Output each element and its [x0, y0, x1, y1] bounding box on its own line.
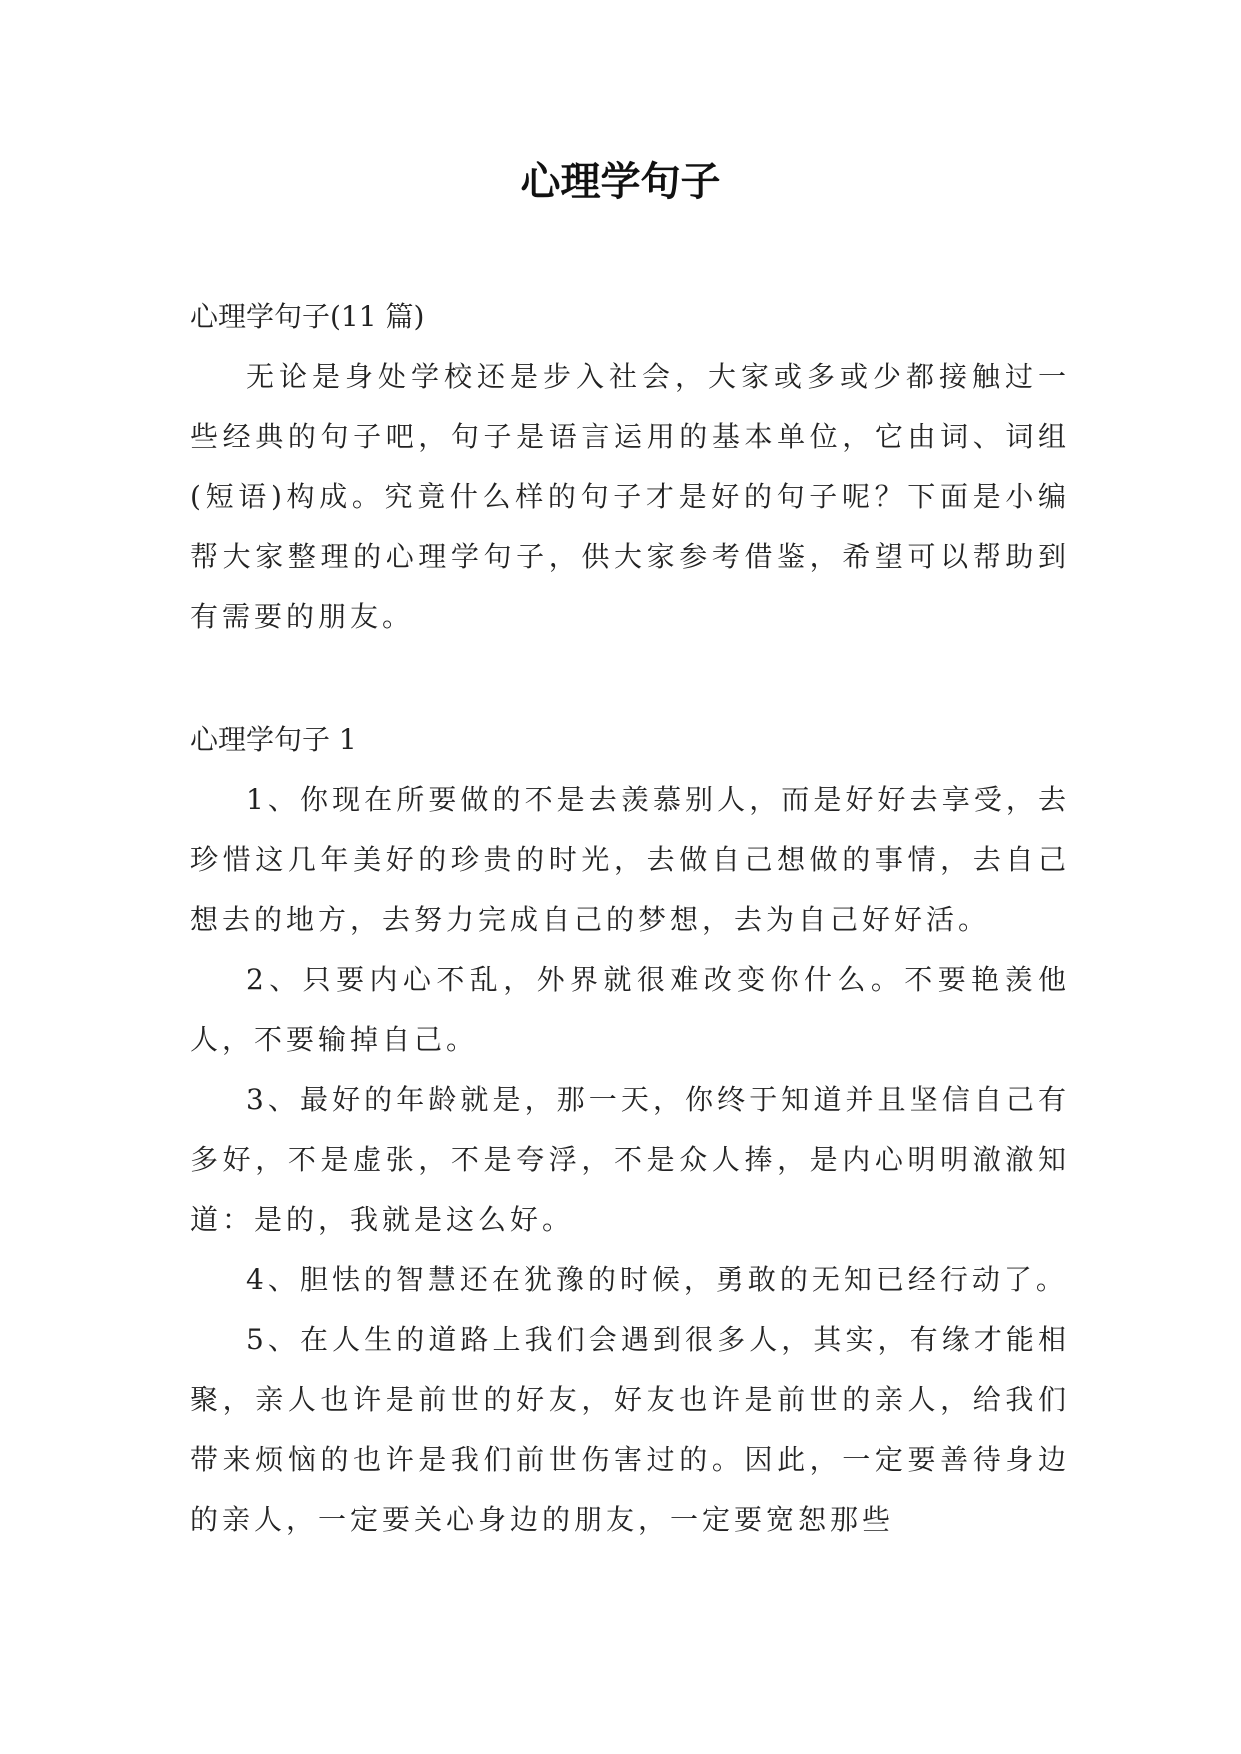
- intro-paragraph: 无论是身处学校还是步入社会，大家或多或少都接触过一些经典的句子吧，句子是语言运用的基本单位，它由词、词组(短语)构成。究竟什么样的句子才是好的句子呢？下面是小编帮大家整理的心理学句子，供大家参考借鉴，希望可以帮助到有需要的朋友。: [190, 360, 1070, 633]
- document-title: 心理学句子: [520, 159, 721, 205]
- document-subtitle: 心理学句子(11 篇): [190, 300, 425, 333]
- document-body: [190, 287, 1070, 1550]
- section-spacer: [190, 647, 1070, 710]
- list-item: 1、你现在所要做的不是去羡慕别人，而是好好去享受，去珍惜这几年美好的珍贵的时光，去做自己想做的事情，去自己想去的地方，去努力完成自己的梦想，去为自己好好活。: [190, 783, 1070, 936]
- list-item: 5、在人生的道路上我们会遇到很多人，其实，有缘才能相聚，亲人也许是前世的好友，好友也许是前世的亲人，给我们带来烦恼的也许是我们前世伤害过的。因此，一定要善待身边的亲人，一定要关心身边的朋友，一定要宽恕那些: [190, 1323, 1070, 1536]
- list-item: 3、最好的年龄就是，那一天，你终于知道并且坚信自己有多好，不是虚张，不是夸浮，不是众人捧，是内心明明澈澈知道：是的，我就是这么好。: [190, 1083, 1070, 1236]
- section-heading: 心理学句子 1: [190, 723, 357, 756]
- list-item: 2、只要内心不乱，外界就很难改变你什么。不要艳羡他人，不要输掉自己。: [190, 963, 1070, 1056]
- list-item: 4、胆怯的智慧还在犹豫的时候，勇敢的无知已经行动了。: [246, 1263, 1068, 1296]
